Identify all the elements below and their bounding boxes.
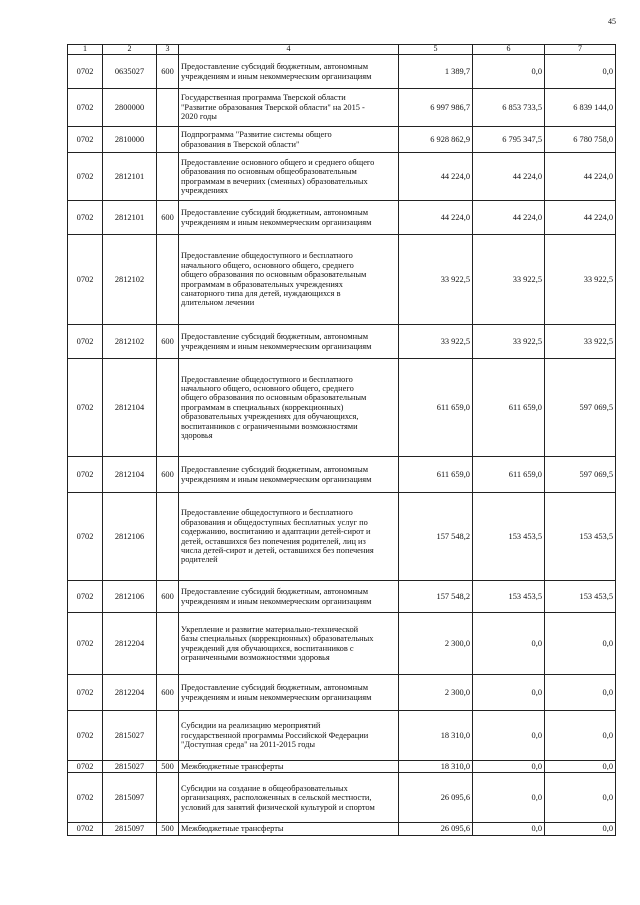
description-line: ограниченными возможностями здоровья <box>181 652 330 662</box>
description-line: длительном лечении <box>181 298 255 308</box>
description-line: учреждений для обучающихся, воспитанников с <box>181 643 354 653</box>
description-line: Предоставление субсидий бюджетным, автономным <box>181 332 369 342</box>
section-code-cell: 0702 <box>68 359 103 457</box>
header-cell: 1 <box>68 45 103 55</box>
target-article-cell: 0635027 <box>103 55 157 89</box>
table-row <box>68 325 616 359</box>
description-line: "Развитие образования Тверской области" на 2015 - <box>181 102 365 112</box>
amount-2017-cell: 33 922,5 <box>545 325 616 359</box>
expense-type-cell: 500 <box>157 823 179 835</box>
amount-2017-cell: 44 224,0 <box>545 201 616 235</box>
amount-2016-cell: 0,0 <box>473 675 545 711</box>
expense-type-cell <box>157 493 179 581</box>
expense-type-cell <box>157 711 179 761</box>
amount-2017-cell: 153 453,5 <box>545 493 616 581</box>
section-code-cell: 0702 <box>68 127 103 153</box>
table-row <box>68 613 616 675</box>
description-cell <box>179 493 399 581</box>
description-cell <box>179 201 399 235</box>
amount-2015-cell: 18 310,0 <box>399 711 473 761</box>
description-line: Межбюджетные трансферты <box>181 762 284 771</box>
target-article-cell: 2812104 <box>103 359 157 457</box>
header-cell: 3 <box>157 45 179 55</box>
section-code-cell: 0702 <box>68 325 103 359</box>
description-line: учреждениях <box>181 185 229 195</box>
expense-type-cell: 600 <box>157 581 179 613</box>
amount-2016-cell: 44 224,0 <box>473 201 545 235</box>
description-line: общего образования по основным образовательным <box>181 393 367 403</box>
description-line: организациях, расположенных в сельской местности, <box>181 793 372 803</box>
amount-2016-cell: 6 795 347,5 <box>473 127 545 153</box>
amount-2017-cell: 44 224,0 <box>545 153 616 201</box>
description-cell <box>179 711 399 761</box>
table-row <box>68 457 616 493</box>
amount-2017-cell: 153 453,5 <box>545 581 616 613</box>
description-line: учреждениям и иным некоммерческим организациям <box>181 71 372 81</box>
expense-type-cell: 600 <box>157 675 179 711</box>
amount-2017-cell: 6 780 758,0 <box>545 127 616 153</box>
description-line: Предоставление субсидий бюджетным, автономным <box>181 683 369 693</box>
description-cell <box>179 823 399 835</box>
amount-2016-cell: 44 224,0 <box>473 153 545 201</box>
expense-type-cell: 500 <box>157 761 179 773</box>
table-row <box>68 711 616 761</box>
expense-type-cell <box>157 613 179 675</box>
target-article-cell: 2815027 <box>103 711 157 761</box>
page-number: 45 <box>608 17 616 26</box>
description-cell <box>179 773 399 823</box>
expense-type-cell <box>157 89 179 127</box>
section-code-cell: 0702 <box>68 675 103 711</box>
table-row <box>68 127 616 153</box>
header-cell: 6 <box>473 45 545 55</box>
section-code-cell: 0702 <box>68 613 103 675</box>
section-code-cell: 0702 <box>68 153 103 201</box>
amount-2017-cell: 0,0 <box>545 55 616 89</box>
description-line: образования и общедоступных бесплатных услуг по <box>181 517 368 527</box>
description-line: Предоставление субсидий бюджетным, автономным <box>181 465 369 475</box>
target-article-cell: 2815027 <box>103 761 157 773</box>
description-line: 2020 годы <box>181 112 217 122</box>
amount-2017-cell: 597 069,5 <box>545 457 616 493</box>
amount-2015-cell: 157 548,2 <box>399 581 473 613</box>
target-article-cell: 2815097 <box>103 823 157 835</box>
amount-2016-cell: 153 453,5 <box>473 493 545 581</box>
amount-2017-cell: 0,0 <box>545 823 616 835</box>
description-cell <box>179 457 399 493</box>
target-article-cell: 2812106 <box>103 493 157 581</box>
target-article-cell: 2810000 <box>103 127 157 153</box>
table-row <box>68 55 616 89</box>
target-article-cell: 2812101 <box>103 153 157 201</box>
amount-2015-cell: 2 300,0 <box>399 613 473 675</box>
description-line: учреждениям и иным некоммерческим организациям <box>181 341 372 351</box>
description-line: Государственная программа Тверской области <box>181 93 346 103</box>
description-cell <box>179 153 399 201</box>
amount-2016-cell: 0,0 <box>473 823 545 835</box>
description-line: родителей <box>181 555 218 565</box>
section-code-cell: 0702 <box>68 55 103 89</box>
amount-2017-cell: 0,0 <box>545 773 616 823</box>
description-line: Предоставление субсидий бюджетным, автономным <box>181 208 369 218</box>
description-line: учреждениям и иным некоммерческим организациям <box>181 596 372 606</box>
table-row <box>68 153 616 201</box>
description-line: программам в образовательных учреждениях <box>181 279 343 289</box>
amount-2016-cell: 33 922,5 <box>473 235 545 325</box>
description-line: учреждениям и иным некоммерческим организациям <box>181 217 372 227</box>
section-code-cell: 0702 <box>68 823 103 835</box>
amount-2016-cell: 611 659,0 <box>473 457 545 493</box>
description-line: Предоставление общедоступного и бесплатного <box>181 251 353 261</box>
section-code-cell: 0702 <box>68 457 103 493</box>
amount-2016-cell: 611 659,0 <box>473 359 545 457</box>
description-line: Межбюджетные трансферты <box>181 824 284 834</box>
amount-2017-cell: 33 922,5 <box>545 235 616 325</box>
description-cell <box>179 581 399 613</box>
amount-2015-cell: 611 659,0 <box>399 359 473 457</box>
amount-2017-cell: 0,0 <box>545 761 616 773</box>
description-cell <box>179 55 399 89</box>
amount-2015-cell: 44 224,0 <box>399 153 473 201</box>
description-line: общего образования по основным образовательным <box>181 270 367 280</box>
description-line: учреждениям и иным некоммерческим организациям <box>181 692 372 702</box>
table-row <box>68 493 616 581</box>
table-row <box>68 201 616 235</box>
amount-2015-cell: 33 922,5 <box>399 235 473 325</box>
description-line: Укрепление и развитие материально-технической <box>181 624 359 634</box>
column-number-header <box>68 45 616 55</box>
description-line: "Доступная среда" на 2011-2015 годы <box>181 740 316 750</box>
amount-2015-cell: 18 310,0 <box>399 761 473 773</box>
amount-2015-cell: 33 922,5 <box>399 325 473 359</box>
description-line: учреждениям и иным некоммерческим организациям <box>181 474 372 484</box>
section-code-cell: 0702 <box>68 761 103 773</box>
amount-2015-cell: 44 224,0 <box>399 201 473 235</box>
description-line: Предоставление общедоступного и бесплатного <box>181 374 353 384</box>
table-row <box>68 581 616 613</box>
description-cell <box>179 89 399 127</box>
target-article-cell: 2800000 <box>103 89 157 127</box>
amount-2016-cell: 0,0 <box>473 55 545 89</box>
expense-type-cell: 600 <box>157 55 179 89</box>
description-line: здоровья <box>181 431 213 441</box>
section-code-cell: 0702 <box>68 711 103 761</box>
description-line: санаторного типа для детей, нуждающихся в <box>181 288 341 298</box>
table-row <box>68 761 616 773</box>
header-cell: 5 <box>399 45 473 55</box>
expense-type-cell <box>157 235 179 325</box>
expense-type-cell <box>157 773 179 823</box>
target-article-cell: 2812104 <box>103 457 157 493</box>
target-article-cell: 2812102 <box>103 235 157 325</box>
table-row <box>68 823 616 835</box>
description-line: содержанию, воспитанию и адаптации детей-сирот и <box>181 527 371 537</box>
amount-2017-cell: 0,0 <box>545 675 616 711</box>
amount-2015-cell: 26 095,6 <box>399 773 473 823</box>
section-code-cell: 0702 <box>68 89 103 127</box>
table-body <box>68 55 616 836</box>
description-line: условий для занятий физической культурой и спортом <box>181 802 375 812</box>
section-code-cell: 0702 <box>68 235 103 325</box>
description-cell <box>179 325 399 359</box>
description-line: Предоставление общедоступного и бесплатного <box>181 508 353 518</box>
description-line: базы специальных (коррекционных) образовательных <box>181 634 374 644</box>
expense-type-cell <box>157 127 179 153</box>
description-line: Предоставление субсидий бюджетным, автономным <box>181 587 369 597</box>
amount-2017-cell: 0,0 <box>545 613 616 675</box>
section-code-cell: 0702 <box>68 581 103 613</box>
header-cell: 4 <box>179 45 399 55</box>
amount-2016-cell: 0,0 <box>473 761 545 773</box>
amount-2017-cell: 0,0 <box>545 711 616 761</box>
description-line: образования в Тверской области" <box>181 139 300 149</box>
section-code-cell: 0702 <box>68 493 103 581</box>
expense-type-cell: 600 <box>157 457 179 493</box>
description-line: детей, оставшихся без попечения родителей, лиц из <box>181 536 366 546</box>
target-article-cell: 2812106 <box>103 581 157 613</box>
table-row <box>68 773 616 823</box>
budget-table <box>67 44 616 836</box>
amount-2015-cell: 157 548,2 <box>399 493 473 581</box>
description-line: государственной программы Российской Федерации <box>181 730 369 740</box>
description-line: начального общего, основного общего, среднего <box>181 260 354 270</box>
amount-2015-cell: 2 300,0 <box>399 675 473 711</box>
description-line: Предоставление основного общего и среднего общего <box>181 157 375 167</box>
expense-type-cell: 600 <box>157 201 179 235</box>
description-cell <box>179 359 399 457</box>
description-line: программам в вечерних (сменных) образовательных <box>181 176 368 186</box>
amount-2015-cell: 26 095,6 <box>399 823 473 835</box>
description-line: Субсидии на создание в общеобразовательных <box>181 783 348 793</box>
description-line: образования по основным общеобразовательным <box>181 167 357 177</box>
description-cell <box>179 127 399 153</box>
description-line: Предоставление субсидий бюджетным, автономным <box>181 62 369 72</box>
header-cell: 2 <box>103 45 157 55</box>
amount-2017-cell: 6 839 144,0 <box>545 89 616 127</box>
target-article-cell: 2812204 <box>103 675 157 711</box>
amount-2015-cell: 6 997 986,7 <box>399 89 473 127</box>
description-line: программам в специальных (коррекционных) <box>181 402 344 412</box>
table-row <box>68 89 616 127</box>
table-row <box>68 359 616 457</box>
target-article-cell: 2815097 <box>103 773 157 823</box>
amount-2016-cell: 153 453,5 <box>473 581 545 613</box>
target-article-cell: 2812101 <box>103 201 157 235</box>
description-line: Субсидии на реализацию мероприятий <box>181 721 321 731</box>
amount-2015-cell: 1 389,7 <box>399 55 473 89</box>
description-cell <box>179 675 399 711</box>
amount-2016-cell: 0,0 <box>473 773 545 823</box>
expense-type-cell <box>157 153 179 201</box>
target-article-cell: 2812204 <box>103 613 157 675</box>
description-cell <box>179 235 399 325</box>
description-line: образовательных учреждениях для обучающихся, <box>181 412 359 422</box>
description-cell <box>179 761 399 773</box>
expense-type-cell: 600 <box>157 325 179 359</box>
amount-2016-cell: 33 922,5 <box>473 325 545 359</box>
amount-2015-cell: 611 659,0 <box>399 457 473 493</box>
table-row <box>68 235 616 325</box>
description-line: воспитанников с ограниченными возможностями <box>181 421 358 431</box>
amount-2016-cell: 0,0 <box>473 613 545 675</box>
amount-2016-cell: 0,0 <box>473 711 545 761</box>
target-article-cell: 2812102 <box>103 325 157 359</box>
section-code-cell: 0702 <box>68 773 103 823</box>
description-line: Подпрограмма "Развитие системы общего <box>181 130 332 140</box>
amount-2015-cell: 6 928 862,9 <box>399 127 473 153</box>
description-cell <box>179 613 399 675</box>
header-cell: 7 <box>545 45 616 55</box>
description-line: начального общего, основного общего, среднего <box>181 383 354 393</box>
amount-2017-cell: 597 069,5 <box>545 359 616 457</box>
amount-2016-cell: 6 853 733,5 <box>473 89 545 127</box>
section-code-cell: 0702 <box>68 201 103 235</box>
table-row <box>68 675 616 711</box>
description-line: числа детей-сирот и детей, оставшихся без попечения <box>181 545 374 555</box>
expense-type-cell <box>157 359 179 457</box>
